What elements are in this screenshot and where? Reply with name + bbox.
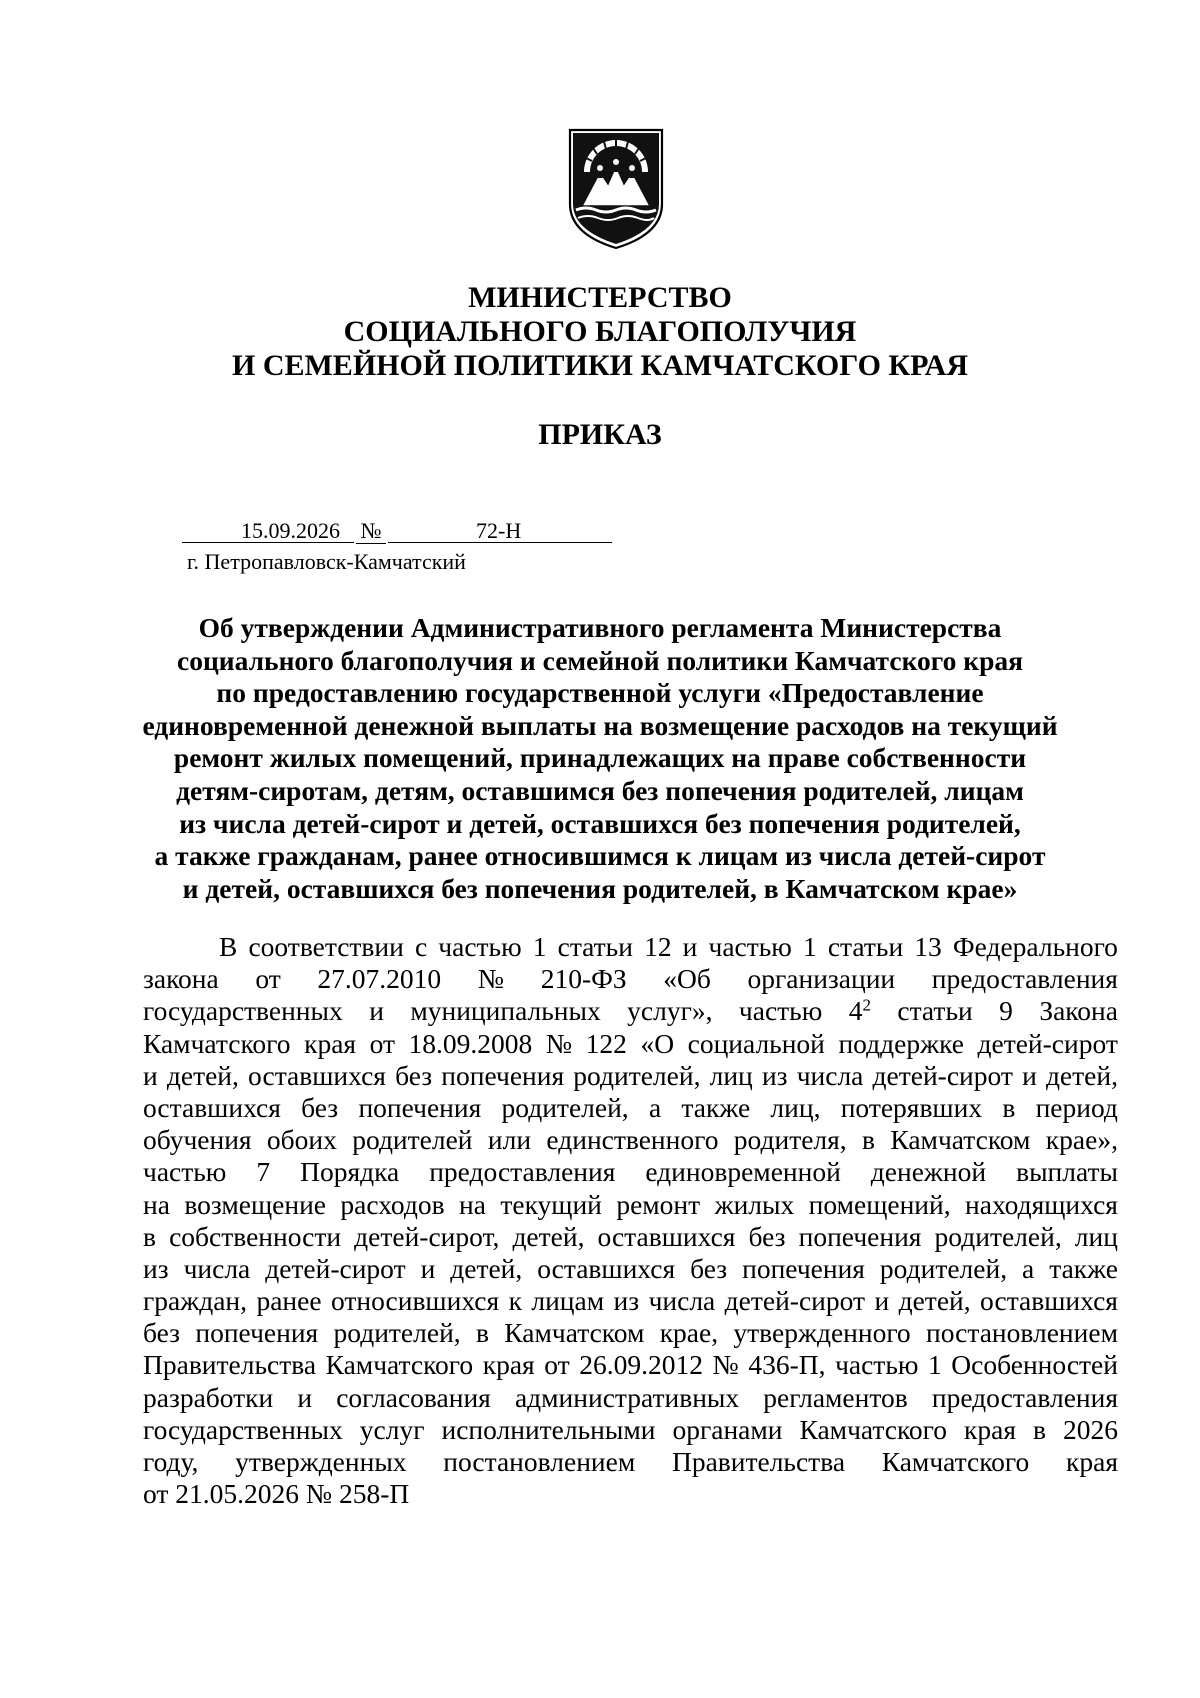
word: 1 xyxy=(532,931,547,962)
word: социальной xyxy=(687,1027,825,1059)
word: оставшихся xyxy=(597,1220,736,1252)
word: попечения xyxy=(441,1059,565,1091)
word: детей, xyxy=(1045,1059,1118,1091)
word: без xyxy=(748,1220,786,1252)
subject-line: детям-сиротам, детям, оставшимся без попечения родителей, лицам xyxy=(176,774,1024,806)
word: № xyxy=(477,963,505,995)
word: и xyxy=(297,1381,313,1413)
word: частью xyxy=(835,1349,919,1381)
word: № xyxy=(545,1027,573,1059)
word: от xyxy=(255,963,281,995)
word: единственного xyxy=(546,1124,719,1156)
word: 2026 xyxy=(1063,1413,1118,1445)
word: без xyxy=(690,1252,728,1284)
body-line xyxy=(143,1124,1118,1156)
word: без xyxy=(395,1059,433,1091)
word: оставшихся xyxy=(980,1285,1118,1317)
word: предоставления xyxy=(429,1156,616,1188)
word: относившихся xyxy=(330,1285,500,1317)
superscript-base: 4 xyxy=(848,995,863,1027)
word: муниципальных xyxy=(410,995,601,1027)
word: 436-П, xyxy=(748,1349,826,1381)
subject-line: по предоставлению государственной услуги «Предоставление xyxy=(216,677,984,709)
body-line xyxy=(143,931,1118,963)
word: и xyxy=(1022,1059,1037,1091)
body-line xyxy=(143,1189,1118,1221)
word: детей, xyxy=(166,1059,239,1091)
word: закона xyxy=(143,963,219,995)
body-line xyxy=(143,1060,1118,1092)
word: Федерального xyxy=(952,931,1118,962)
word: родителей, xyxy=(573,1059,701,1091)
word: услуг xyxy=(359,1413,425,1445)
ministry-line: МИНИСТЕРСТВО xyxy=(468,281,732,314)
word: детей, xyxy=(450,1252,523,1284)
word: утвержденных xyxy=(235,1446,407,1477)
kamchatka-coat-of-arms-icon xyxy=(564,126,668,252)
word: собственности xyxy=(169,1220,342,1252)
body-line xyxy=(143,963,1118,995)
word: детей-сирот xyxy=(977,1027,1118,1059)
word: на xyxy=(143,1188,170,1220)
word: лицам xyxy=(531,1285,605,1317)
word: родителей xyxy=(352,1124,473,1156)
word: обучения xyxy=(143,1124,252,1156)
word: регламентов xyxy=(763,1381,908,1413)
word: от xyxy=(544,1349,570,1381)
word: потерявших xyxy=(840,1091,983,1123)
body-line xyxy=(143,1028,1118,1060)
body-line xyxy=(143,1092,1118,1124)
word: родителя, xyxy=(733,1124,847,1156)
body-line xyxy=(143,1156,1118,1188)
word: лиц xyxy=(1074,1220,1118,1252)
body-line xyxy=(143,1414,1118,1446)
word: частью xyxy=(708,931,792,962)
subject-line: из числа детей-сирот и детей, оставшихся без попечения родителей, xyxy=(179,807,1021,839)
word: «О xyxy=(640,1027,675,1059)
body-line xyxy=(143,1349,1118,1381)
word: а xyxy=(648,1091,662,1123)
word: попечения xyxy=(742,1252,865,1284)
word: на xyxy=(459,1188,486,1220)
word: единовременной xyxy=(645,1156,841,1188)
subject-line: ремонт жилых помещений, принадлежащих на праве собственности xyxy=(173,742,1027,774)
document-type-title: ПРИКАЗ xyxy=(538,418,662,451)
word: обоих xyxy=(266,1124,337,1156)
word: 9 xyxy=(999,995,1013,1027)
word: числа xyxy=(648,1285,716,1317)
word: частью xyxy=(438,931,522,962)
word: денежной xyxy=(870,1156,987,1188)
word: в xyxy=(475,1317,489,1349)
word: края xyxy=(964,1413,1016,1445)
subject-line: и детей, оставшихся без попечения родителей, в Камчатском крае» xyxy=(182,872,1018,904)
ministry-line: СОЦИАЛЬНОГО БЛАГОПОЛУЧИЯ xyxy=(343,315,857,348)
number-sign: № xyxy=(356,517,386,544)
word: из xyxy=(761,1059,788,1091)
word: постановлением xyxy=(443,1446,636,1477)
word: детей, xyxy=(898,1285,971,1317)
word: и xyxy=(874,1285,890,1317)
word: детей-сирот xyxy=(724,1285,866,1317)
body-line xyxy=(143,995,1118,1027)
word: родителей, xyxy=(934,1220,1062,1252)
word: предоставления xyxy=(931,1381,1118,1413)
word: из xyxy=(143,1252,169,1284)
word: или xyxy=(487,1124,532,1156)
order-city: г. Петропавловск-Камчатский xyxy=(187,549,466,574)
word: помещений, xyxy=(808,1188,951,1220)
word: текущий xyxy=(500,1188,602,1220)
subject-line: социального благополучия и семейной политики Камчатского края xyxy=(176,644,1023,676)
word: с xyxy=(414,931,428,962)
word: 27.07.2010 xyxy=(317,963,442,995)
word: частью xyxy=(143,1156,227,1188)
word: оставшихся xyxy=(143,1091,281,1123)
word: из xyxy=(613,1285,640,1317)
word: 1 xyxy=(802,931,817,962)
body-line xyxy=(143,1446,1118,1478)
word: попечения xyxy=(195,1317,319,1349)
word: утвержденного xyxy=(733,1317,911,1349)
word: и xyxy=(369,995,384,1027)
word: исполнительными xyxy=(441,1413,656,1445)
ministry-line: И СЕМЕЙНОЙ ПОЛИТИКИ КАМЧАТСКОГО КРАЯ xyxy=(231,349,968,382)
word: 210-ФЗ xyxy=(540,963,627,995)
word: также xyxy=(681,1091,751,1123)
word: 26.09.2012 xyxy=(579,1349,703,1381)
word: находящихся xyxy=(965,1188,1118,1220)
word: соответствии xyxy=(248,931,404,962)
word: жилых xyxy=(714,1188,795,1220)
word: детей-сирот xyxy=(265,1252,406,1284)
word: в xyxy=(862,1124,876,1156)
word: Особенностей xyxy=(951,1349,1118,1381)
word: согласования xyxy=(336,1381,491,1413)
subject-line: единовременной денежной выплаты на возмещение расходов на текущий xyxy=(142,709,1058,741)
word: и xyxy=(143,1059,158,1091)
word: лиц xyxy=(709,1059,753,1091)
word: числа xyxy=(796,1059,864,1091)
word: услуг», xyxy=(627,995,713,1027)
ministry-name xyxy=(0,281,1200,383)
body-line xyxy=(143,1221,1118,1253)
word: и xyxy=(420,1252,436,1284)
word: в xyxy=(1033,1413,1046,1445)
word: Закона xyxy=(1039,995,1118,1027)
body-line xyxy=(143,1478,1118,1510)
word: края xyxy=(1066,1446,1118,1477)
word: оставшихся xyxy=(248,1059,386,1091)
word: детей-сирот, xyxy=(354,1220,500,1252)
body-line xyxy=(143,1253,1118,1285)
word: поддержке xyxy=(838,1027,964,1059)
body-line xyxy=(143,1317,1118,1349)
subject-line: а также гражданам, ранее относившимся к лицам из числа детей-сирот xyxy=(154,840,1046,872)
word-with-superscript xyxy=(849,995,871,1027)
word: году, xyxy=(143,1446,199,1477)
word: без xyxy=(301,1091,339,1123)
word: Камчатского xyxy=(881,1446,1030,1477)
word: 12 xyxy=(644,931,672,962)
word: детей-сирот xyxy=(872,1059,1013,1091)
word: выплаты xyxy=(1016,1156,1118,1188)
word: попечения xyxy=(358,1091,482,1123)
order-number: 72-Н xyxy=(388,517,612,543)
order-date-number-line xyxy=(182,517,612,547)
word: разработки xyxy=(143,1381,274,1413)
word: родителей, xyxy=(501,1091,629,1123)
word: административных xyxy=(514,1381,740,1413)
word: Правительства xyxy=(671,1446,846,1477)
word: постановлением xyxy=(926,1317,1118,1349)
body-line-text: от 21.05.2026 № 258-П xyxy=(143,1478,410,1510)
word: государственных xyxy=(143,995,343,1027)
word: В xyxy=(219,931,238,962)
word: лиц, xyxy=(770,1091,821,1123)
word: детей, xyxy=(512,1220,585,1252)
word: и xyxy=(682,931,698,962)
word: крае», xyxy=(1045,1124,1118,1156)
word: без xyxy=(143,1317,181,1349)
word: статьи xyxy=(557,931,633,962)
word: также xyxy=(1049,1252,1118,1284)
word: Камчатского xyxy=(799,1413,948,1445)
word: граждан, xyxy=(143,1285,248,1317)
word: организации xyxy=(747,963,896,995)
word: края xyxy=(304,1027,357,1059)
word: ремонт xyxy=(616,1188,701,1220)
word: органами xyxy=(672,1413,783,1445)
word: 122 xyxy=(585,1027,627,1059)
word: родителей, xyxy=(333,1317,461,1349)
word: 1 xyxy=(927,1349,942,1381)
word: Правительства xyxy=(143,1349,317,1381)
word: расходов xyxy=(340,1188,445,1220)
superscript: 2 xyxy=(862,996,871,1016)
word: а xyxy=(1022,1252,1035,1284)
word: в xyxy=(143,1220,156,1252)
word: ранее xyxy=(256,1285,322,1317)
order-date: 15.09.2026 xyxy=(182,517,354,543)
word: статьи xyxy=(827,931,904,962)
word: родителей, xyxy=(879,1252,1008,1284)
word: 13 xyxy=(914,931,942,962)
word: Камчатском xyxy=(504,1317,645,1349)
word: «Об xyxy=(663,963,711,995)
word: Камчатского xyxy=(325,1349,474,1381)
word: числа xyxy=(183,1252,251,1284)
word: крае, xyxy=(659,1317,719,1349)
word: статьи xyxy=(897,995,973,1027)
word: от xyxy=(369,1027,395,1059)
word: период xyxy=(1035,1091,1118,1123)
word: в xyxy=(1002,1091,1016,1123)
body-line xyxy=(143,1285,1118,1317)
word: оставшихся xyxy=(537,1252,676,1284)
word: Порядка xyxy=(300,1156,400,1188)
word: № xyxy=(712,1349,739,1381)
word: частью xyxy=(738,995,823,1027)
body-line xyxy=(143,1382,1118,1414)
word: возмещение xyxy=(184,1188,326,1220)
word: попечения xyxy=(798,1220,922,1252)
word: Камчатском xyxy=(890,1124,1031,1156)
word: Камчатского xyxy=(143,1027,291,1059)
word: государственных xyxy=(143,1413,343,1445)
order-subject xyxy=(140,612,1060,905)
word: к xyxy=(508,1285,522,1317)
word: 18.09.2008 xyxy=(408,1027,533,1059)
subject-line: Об утверждении Административного регламента Министерства xyxy=(198,612,1002,643)
order-preamble xyxy=(143,931,1118,1510)
word: предоставления xyxy=(931,963,1118,995)
word: края xyxy=(482,1349,535,1381)
word: 7 xyxy=(256,1156,271,1188)
